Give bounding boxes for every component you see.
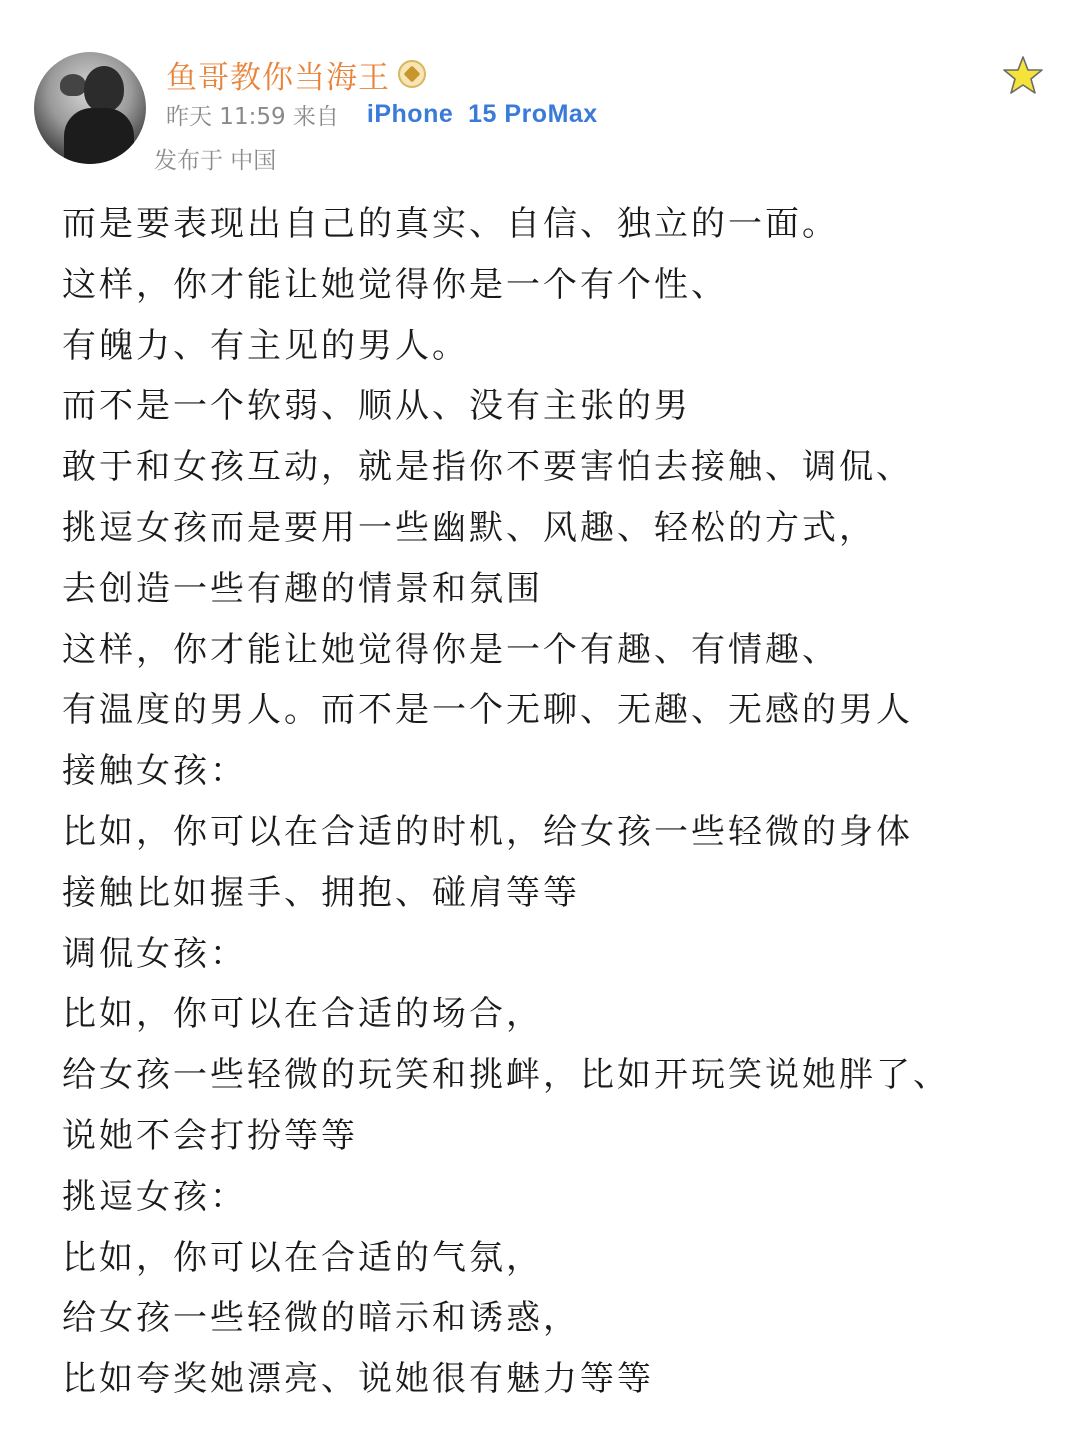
- verified-badge-icon: [398, 60, 426, 88]
- post-text-line: 比如，你可以在合适的气氛，: [62, 1237, 543, 1278]
- post-text-line: 去创造一些有趣的情景和氛围: [62, 568, 543, 609]
- post-text-line: 给女孩一些轻微的暗示和诱惑，: [62, 1298, 580, 1339]
- post-time: 昨天 11:59 来自: [166, 103, 339, 130]
- avatar-head-shape: [84, 66, 124, 112]
- post-meta: [166, 96, 598, 132]
- star-icon[interactable]: [1002, 54, 1044, 96]
- avatar[interactable]: [34, 52, 146, 164]
- avatar-cat-shape: [60, 74, 86, 96]
- post-header: [0, 0, 1080, 190]
- post-text-line: 比如，你可以在合适的时机，给女孩一些轻微的身体: [62, 811, 913, 852]
- post-device: iPhone 15 ProMax: [366, 99, 598, 128]
- post-text-line: 接触比如握手、拥抱、碰肩等等: [62, 872, 580, 913]
- post-text-line: 有温度的男人。而不是一个无聊、无趣、无感的男人: [62, 690, 913, 731]
- username-row: [166, 52, 426, 96]
- post-text-line: 有魄力、有主见的男人。: [62, 325, 469, 366]
- post-text-line: 调侃女孩：: [62, 933, 247, 974]
- post-text-line: 挑逗女孩而是要用一些幽默、风趣、轻松的方式，: [62, 507, 876, 548]
- post-text-line: 而是要表现出自己的真实、自信、独立的一面。: [62, 204, 839, 244]
- post-text-line: 说她不会打扮等等: [62, 1115, 358, 1156]
- post-text-line: 这样，你才能让她觉得你是一个有趣、有情趣、: [62, 629, 839, 670]
- post-text-line: 敢于和女孩互动，就是指你不要害怕去接触、调侃、: [62, 447, 913, 488]
- post-text-line: 给女孩一些轻微的玩笑和挑衅，比如开玩笑说她胖了、: [62, 1055, 950, 1096]
- post-text-line: 比如，你可以在合适的场合，: [62, 994, 543, 1035]
- post-body: [62, 194, 1062, 1410]
- avatar-body-shape: [64, 108, 134, 164]
- post-location: 发布于 中国: [154, 148, 277, 174]
- post-text-line: 接触女孩：: [62, 751, 247, 792]
- post-text-line: 而不是一个软弱、顺从、没有主张的男: [62, 386, 691, 427]
- username[interactable]: 鱼哥教你当海王: [166, 59, 390, 96]
- post-text-line: 这样，你才能让她觉得你是一个有个性、: [62, 264, 728, 305]
- post-text-line: 挑逗女孩：: [62, 1176, 247, 1217]
- post-text-line: 比如夸奖她漂亮、说她很有魅力等等: [62, 1359, 654, 1400]
